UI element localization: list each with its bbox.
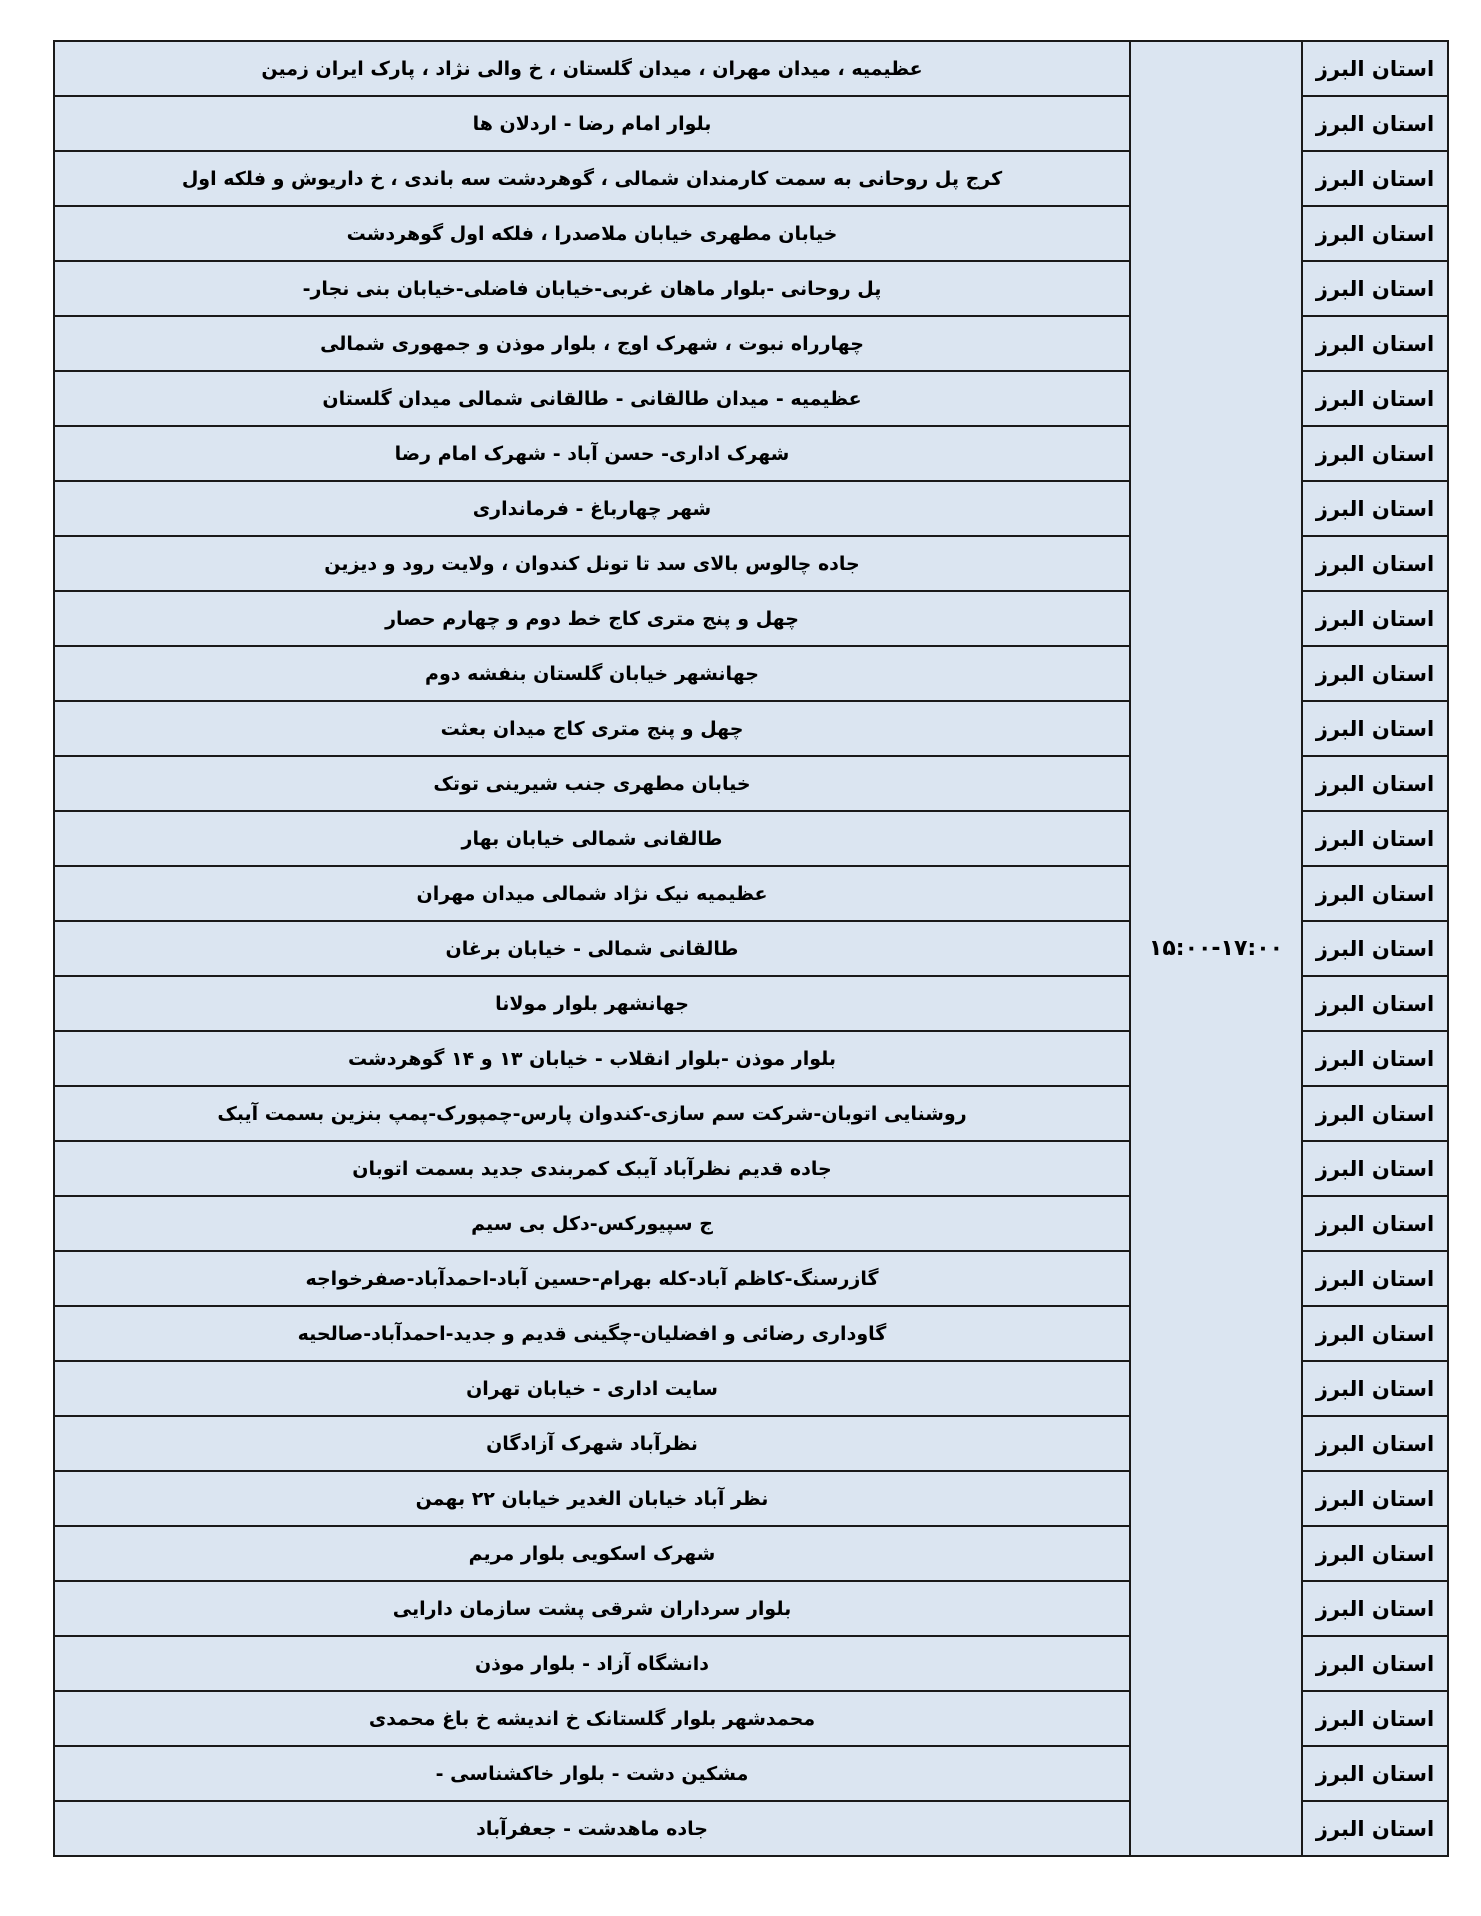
- province-cell: استان البرز: [1302, 1691, 1448, 1746]
- area-cell: مشکین دشت - بلوار خاکشناسی -: [54, 1746, 1130, 1801]
- province-cell: استان البرز: [1302, 591, 1448, 646]
- area-cell: کرج پل روحانی به سمت کارمندان شمالی ، گوهردشت سه باندی ، خ داریوش و فلکه اول: [54, 151, 1130, 206]
- area-cell: طالقانی شمالی خیابان بهار: [54, 811, 1130, 866]
- area-cell: خیابان مطهری جنب شیرینی توتک: [54, 756, 1130, 811]
- area-cell: چهارراه نبوت ، شهرک اوج ، بلوار موذن و جمهوری شمالی: [54, 316, 1130, 371]
- area-cell: گازرسنگ-کاظم آباد-کله بهرام-حسین آباد-احمدآباد-صفرخواجه: [54, 1251, 1130, 1306]
- province-cell: استان البرز: [1302, 1086, 1448, 1141]
- area-cell: دانشگاه آزاد - بلوار موذن: [54, 1636, 1130, 1691]
- area-cell: چهل و پنج متری کاج خط دوم و چهارم حصار: [54, 591, 1130, 646]
- province-cell: استان البرز: [1302, 1251, 1448, 1306]
- province-cell: استان البرز: [1302, 646, 1448, 701]
- area-cell: بلوار امام رضا - اردلان ها: [54, 96, 1130, 151]
- area-cell: ج سپیورکس-دکل بی سیم: [54, 1196, 1130, 1251]
- area-cell: روشنایی اتوبان-شرکت سم سازی-کندوان پارس-چمپورک-پمپ بنزین بسمت آیبک: [54, 1086, 1130, 1141]
- area-cell: طالقانی شمالی - خیابان برغان: [54, 921, 1130, 976]
- area-cell: بلوار موذن -بلوار انقلاب - خیابان ۱۳ و ۱۴ گوهردشت: [54, 1031, 1130, 1086]
- area-cell: عظیمیه - میدان طالقانی - طالقانی شمالی میدان گلستان: [54, 371, 1130, 426]
- province-cell: استان البرز: [1302, 756, 1448, 811]
- province-cell: استان البرز: [1302, 1526, 1448, 1581]
- outage-table-body: [54, 41, 1448, 1856]
- province-cell: استان البرز: [1302, 1471, 1448, 1526]
- province-cell: استان البرز: [1302, 1636, 1448, 1691]
- area-cell: عظیمیه ، میدان مهران ، میدان گلستان ، خ والی نژاد ، پارک ایران زمین: [54, 41, 1130, 96]
- province-cell: استان البرز: [1302, 1031, 1448, 1086]
- area-cell: شهر چهارباغ - فرمانداری: [54, 481, 1130, 536]
- province-cell: استان البرز: [1302, 701, 1448, 756]
- area-cell: شهرک اداری- حسن آباد - شهرک امام رضا: [54, 426, 1130, 481]
- province-cell: استان البرز: [1302, 206, 1448, 261]
- province-cell: استان البرز: [1302, 1581, 1448, 1636]
- province-cell: استان البرز: [1302, 866, 1448, 921]
- province-cell: استان البرز: [1302, 96, 1448, 151]
- province-cell: استان البرز: [1302, 41, 1448, 96]
- area-cell: چهل و پنج متری کاج میدان بعثت: [54, 701, 1130, 756]
- area-cell: خیابان مطهری خیابان ملاصدرا ، فلکه اول گوهردشت: [54, 206, 1130, 261]
- table-row: [54, 41, 1448, 96]
- outage-schedule-table: [53, 40, 1449, 1857]
- province-cell: استان البرز: [1302, 316, 1448, 371]
- area-cell: نظر آباد خیابان الغدیر خیابان ۲۲ بهمن: [54, 1471, 1130, 1526]
- outage-schedule-sheet: [53, 40, 1447, 1854]
- area-cell: جاده ماهدشت - جعفرآباد: [54, 1801, 1130, 1856]
- province-cell: استان البرز: [1302, 1746, 1448, 1801]
- province-cell: استان البرز: [1302, 1196, 1448, 1251]
- province-cell: استان البرز: [1302, 811, 1448, 866]
- area-cell: نظرآباد شهرک آزادگان: [54, 1416, 1130, 1471]
- area-cell: گاوداری رضائی و افضلیان-چگینی قدیم و جدید-احمدآباد-صالحیه: [54, 1306, 1130, 1361]
- province-cell: استان البرز: [1302, 976, 1448, 1031]
- province-cell: استان البرز: [1302, 261, 1448, 316]
- province-cell: استان البرز: [1302, 536, 1448, 591]
- area-cell: سایت اداری - خیابان تهران: [54, 1361, 1130, 1416]
- province-cell: استان البرز: [1302, 1306, 1448, 1361]
- province-cell: استان البرز: [1302, 1141, 1448, 1196]
- area-cell: جهانشهر بلوار مولانا: [54, 976, 1130, 1031]
- time-window-cell: ۱۵:۰۰-۱۷:۰۰: [1130, 41, 1302, 1856]
- province-cell: استان البرز: [1302, 481, 1448, 536]
- province-cell: استان البرز: [1302, 1361, 1448, 1416]
- area-cell: جاده قدیم نظرآباد آیبک کمربندی جدید بسمت اتوبان: [54, 1141, 1130, 1196]
- area-cell: شهرک اسکویی بلوار مریم: [54, 1526, 1130, 1581]
- area-cell: پل روحانی -بلوار ماهان غربی-خیابان فاضلی-خیابان بنی نجار-: [54, 261, 1130, 316]
- area-cell: محمدشهر بلوار گلستانک خ اندیشه خ باغ محمدی: [54, 1691, 1130, 1746]
- area-cell: جهانشهر خیابان گلستان بنفشه دوم: [54, 646, 1130, 701]
- area-cell: بلوار سرداران شرقی پشت سازمان دارایی: [54, 1581, 1130, 1636]
- province-cell: استان البرز: [1302, 371, 1448, 426]
- province-cell: استان البرز: [1302, 921, 1448, 976]
- province-cell: استان البرز: [1302, 426, 1448, 481]
- province-cell: استان البرز: [1302, 1416, 1448, 1471]
- area-cell: عظیمیه نیک نژاد شمالی میدان مهران: [54, 866, 1130, 921]
- area-cell: جاده چالوس بالای سد تا تونل کندوان ، ولایت رود و دیزین: [54, 536, 1130, 591]
- province-cell: استان البرز: [1302, 1801, 1448, 1856]
- province-cell: استان البرز: [1302, 151, 1448, 206]
